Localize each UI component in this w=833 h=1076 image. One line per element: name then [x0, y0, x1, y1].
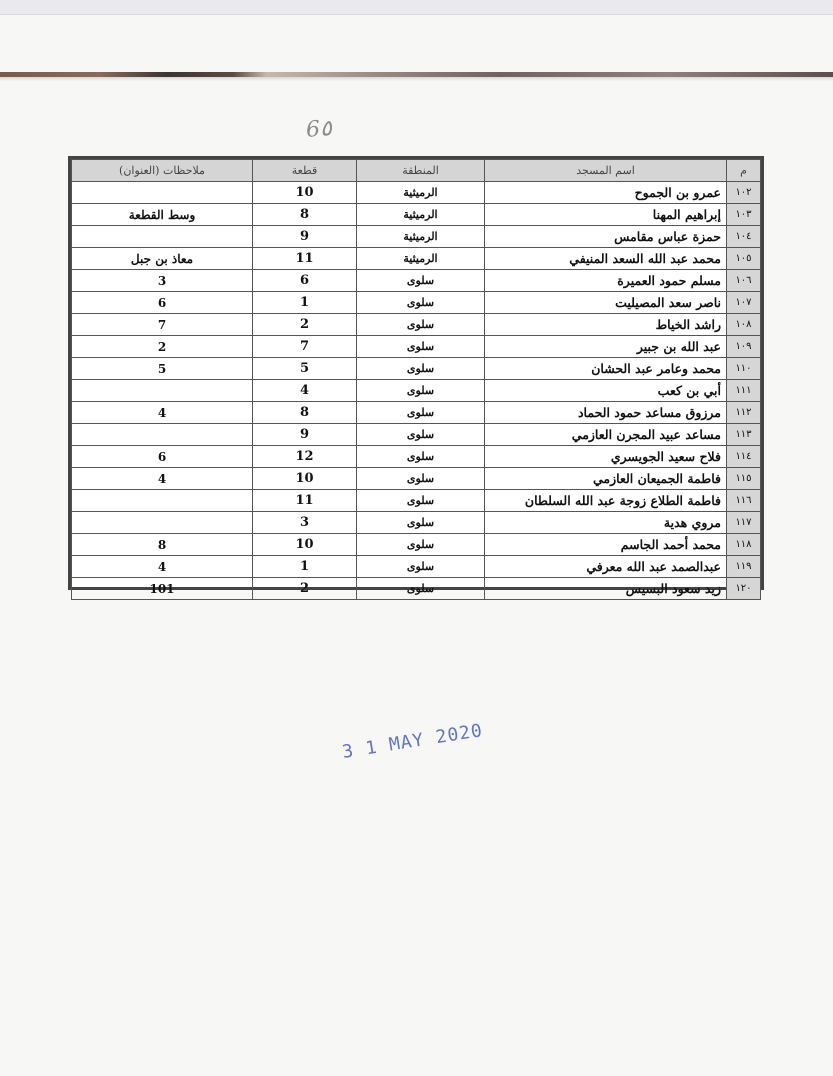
area-cell: سلوى: [357, 380, 485, 402]
table-row: [72, 512, 761, 534]
notes-cell: [72, 424, 253, 446]
table-row: [72, 314, 761, 336]
notes-cell: [72, 226, 253, 248]
notes-cell: 6: [72, 292, 253, 314]
table-row: [72, 182, 761, 204]
notes-cell: 4: [72, 402, 253, 424]
plot-cell: 1: [253, 292, 357, 314]
plot-cell: 2: [253, 578, 357, 600]
notes-cell: [72, 380, 253, 402]
mosque-name-cell: مسلم حمود العميرة: [485, 270, 727, 292]
viewer-top-bar: [0, 0, 833, 15]
mosque-name-cell: راشد الخياط: [485, 314, 727, 336]
mosque-name-cell: مرزوق مساعد حمود الحماد: [485, 402, 727, 424]
date-stamp: 3 1 MAY 2020: [340, 720, 485, 763]
plot-cell: 10: [253, 468, 357, 490]
row-num-cell: ١٠٢: [727, 182, 761, 204]
area-cell: الرميثية: [357, 182, 485, 204]
plot-cell: 5: [253, 358, 357, 380]
mosque-name-cell: عبدالصمد عبد الله معرفي: [485, 556, 727, 578]
area-cell: الرميثية: [357, 248, 485, 270]
mosque-name-cell: ناصر سعد المصيليت: [485, 292, 727, 314]
mosque-name-cell: فلاح سعيد الجويسري: [485, 446, 727, 468]
mosque-name-cell: محمد أحمد الجاسم: [485, 534, 727, 556]
mosque-name-cell: إبراهيم المهنا: [485, 204, 727, 226]
area-cell: سلوى: [357, 292, 485, 314]
area-cell: سلوى: [357, 270, 485, 292]
table-row: [72, 292, 761, 314]
row-num-cell: ١٠٩: [727, 336, 761, 358]
mosque-name-cell: حمزة عباس مقامس: [485, 226, 727, 248]
notes-cell: 7: [72, 314, 253, 336]
mosque-name-cell: فاطمة الجميعان العازمي: [485, 468, 727, 490]
table-row: [72, 402, 761, 424]
mosque-name-cell: عبد الله بن جبير: [485, 336, 727, 358]
mosque-name-cell: مروي هدية: [485, 512, 727, 534]
area-cell: سلوى: [357, 424, 485, 446]
table-row: [72, 380, 761, 402]
row-num-cell: ١٠٨: [727, 314, 761, 336]
notes-cell: 6: [72, 446, 253, 468]
table-row: [72, 204, 761, 226]
row-num-cell: ١١٠: [727, 358, 761, 380]
plot-cell: 6: [253, 270, 357, 292]
row-num-cell: ١١٣: [727, 424, 761, 446]
header-name: اسم المسجد: [485, 160, 727, 182]
plot-cell: 9: [253, 226, 357, 248]
page-marker: 6٥: [305, 116, 333, 143]
mosque-name-cell: فاطمة الطلاع زوجة عبد الله السلطان: [485, 490, 727, 512]
table-row: [72, 424, 761, 446]
table-header-row: [72, 160, 761, 182]
row-num-cell: ١٠٤: [727, 226, 761, 248]
header-notes: ملاحظات (العنوان): [72, 160, 253, 182]
mosque-name-cell: مساعد عبيد المجرن العازمي: [485, 424, 727, 446]
notes-cell: 5: [72, 358, 253, 380]
paper-edge-shadow: [0, 77, 833, 81]
notes-cell: وسط القطعة: [72, 204, 253, 226]
plot-cell: 9: [253, 424, 357, 446]
area-cell: سلوى: [357, 336, 485, 358]
plot-cell: 8: [253, 204, 357, 226]
table-row: [72, 248, 761, 270]
notes-cell: معاذ بن جبل: [72, 248, 253, 270]
notes-cell: [72, 512, 253, 534]
plot-cell: 11: [253, 248, 357, 270]
row-num-cell: ١٠٧: [727, 292, 761, 314]
area-cell: الرميثية: [357, 204, 485, 226]
plot-cell: 3: [253, 512, 357, 534]
row-num-cell: ١١٧: [727, 512, 761, 534]
notes-cell: [72, 490, 253, 512]
table-row: [72, 578, 761, 600]
area-cell: سلوى: [357, 358, 485, 380]
table-row: [72, 226, 761, 248]
row-num-cell: ١١٥: [727, 468, 761, 490]
notes-cell: 8: [72, 534, 253, 556]
row-num-cell: ١١٩: [727, 556, 761, 578]
plot-cell: 10: [253, 182, 357, 204]
table-row: [72, 468, 761, 490]
header-plot: قطعة: [253, 160, 357, 182]
area-cell: سلوى: [357, 512, 485, 534]
row-num-cell: ١٠٥: [727, 248, 761, 270]
table-row: [72, 490, 761, 512]
row-num-cell: ١٠٦: [727, 270, 761, 292]
notes-cell: 4: [72, 468, 253, 490]
notes-cell: 101: [72, 578, 253, 600]
table-row: [72, 534, 761, 556]
area-cell: سلوى: [357, 446, 485, 468]
row-num-cell: ١١٢: [727, 402, 761, 424]
row-num-cell: ١١٤: [727, 446, 761, 468]
plot-cell: 7: [253, 336, 357, 358]
plot-cell: 4: [253, 380, 357, 402]
area-cell: سلوى: [357, 556, 485, 578]
area-cell: سلوى: [357, 534, 485, 556]
mosque-table: [68, 156, 764, 596]
area-cell: سلوى: [357, 402, 485, 424]
table-row: [72, 270, 761, 292]
table-row: [72, 336, 761, 358]
table-row: [72, 446, 761, 468]
plot-cell: 12: [253, 446, 357, 468]
table-row: [72, 358, 761, 380]
area-cell: سلوى: [357, 314, 485, 336]
row-num-cell: ١١٦: [727, 490, 761, 512]
plot-cell: 8: [253, 402, 357, 424]
mosque-name-cell: زيد سعود البسيس: [485, 578, 727, 600]
row-num-cell: ١١٨: [727, 534, 761, 556]
header-num: م: [727, 160, 761, 182]
notes-cell: [72, 182, 253, 204]
area-cell: سلوى: [357, 468, 485, 490]
mosque-name-cell: أبي بن كعب: [485, 380, 727, 402]
table-row: [72, 556, 761, 578]
row-num-cell: ١٢٠: [727, 578, 761, 600]
mosque-name-cell: محمد عبد الله السعد المنيفي: [485, 248, 727, 270]
area-cell: سلوى: [357, 578, 485, 600]
plot-cell: 10: [253, 534, 357, 556]
row-num-cell: ١١١: [727, 380, 761, 402]
area-cell: سلوى: [357, 490, 485, 512]
area-cell: الرميثية: [357, 226, 485, 248]
notes-cell: 4: [72, 556, 253, 578]
plot-cell: 1: [253, 556, 357, 578]
notes-cell: 3: [72, 270, 253, 292]
plot-cell: 2: [253, 314, 357, 336]
plot-cell: 11: [253, 490, 357, 512]
mosque-name-cell: عمرو بن الجموح: [485, 182, 727, 204]
notes-cell: 2: [72, 336, 253, 358]
row-num-cell: ١٠٣: [727, 204, 761, 226]
header-area: المنطقة: [357, 160, 485, 182]
mosque-name-cell: محمد وعامر عبد الحشان: [485, 358, 727, 380]
